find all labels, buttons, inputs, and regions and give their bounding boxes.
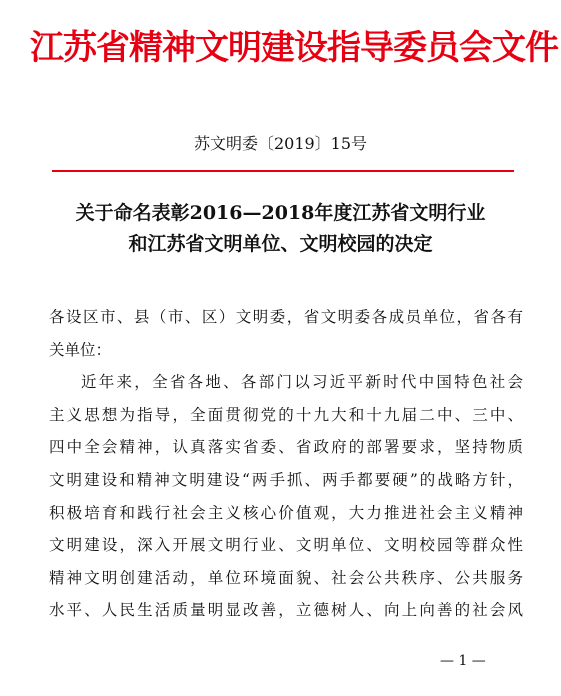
addressee-line-1: 各设区市、县（市、区）文明委，省文明委各成员单位，省各有 [49,308,523,326]
paragraph-line-4: 文明建设和精神文明建设“两手抓、两手都要硬”的战略方针， [49,470,523,489]
document-body [49,301,523,627]
document-number: 苏文明委〔2019〕15号 [193,134,368,153]
paragraph-line-1: 近年来，全省各地、各部门以习近平新时代中国特色社会 [81,373,523,392]
paragraph-line-3: 四中全会精神，认真落实省委、省政府的部署要求，坚持物质 [49,438,523,457]
document-title [20,198,541,260]
paragraph-line-2: 主义思想为指导，全面贯彻党的十九大和十九届二中、三中、 [49,405,523,424]
red-divider-line [52,170,514,172]
page-number: — 1 — [440,653,486,669]
paragraph-line-6: 文明建设，深入开展文明行业、文明单位、文明校园等群众性 [49,536,523,555]
paragraph-line-7: 精神文明创建活动，单位环境面貌、社会公共秩序、公共服务 [49,568,523,587]
document-masthead: 江苏省精神文明建设指导委员会文件 [30,28,558,68]
addressee-line-2: 关单位： [49,340,112,359]
paragraph-line-8: 水平、人民生活质量明显改善，立德树人、向上向善的社会风 [49,601,523,620]
title-line-2: 和江苏省文明单位、文明校园的决定 [128,233,433,255]
paragraph-line-5: 积极培育和践行社会主义核心价值观，大力推进社会主义精神 [49,503,523,522]
title-line-1: 关于命名表彰2016—2018年度江苏省文明行业 [75,202,486,224]
